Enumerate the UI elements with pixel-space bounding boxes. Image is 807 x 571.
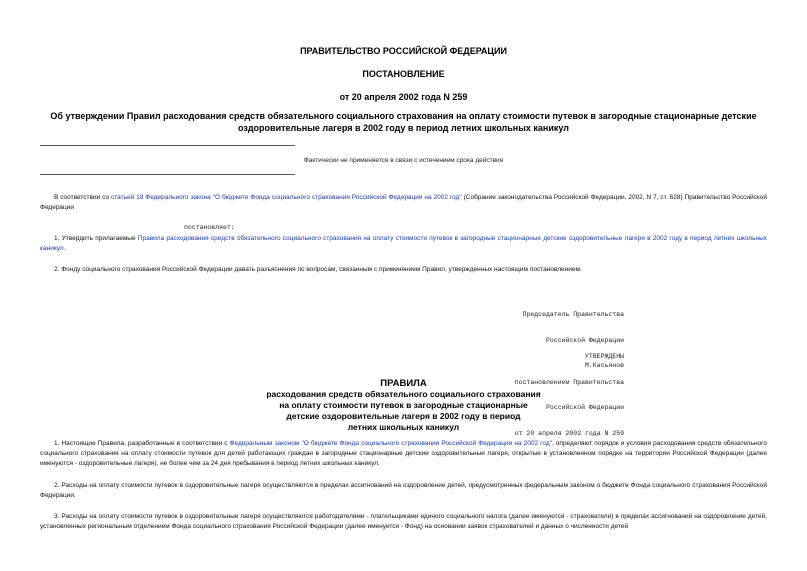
document-date: от 20 апреля 2002 года N 259 <box>339 92 468 102</box>
law-article-link[interactable]: статьей 18 Федерального закона "О бюджете Фонда социального страхования Российской Федерации на 2002 год" <box>111 194 462 201</box>
government-name: ПРАВИТЕЛЬСТВО РОССИЙСКОЙ ФЕДЕРАЦИИ <box>300 46 507 56</box>
rule-1-text-after: , определяют порядок и условия расходования средств обязательного социального страхования на оплату стоимости путевок для детей работающих граждан в загородные стационарные детские оздоровительные лагеря, открытые в установленном порядке на территории Российской Федерации (далее именуются - оздоровительные лагеря), не более чем за 24 дня пребывания в период летних школьных каникул. <box>40 440 768 467</box>
preamble-text-before: В соответствии со <box>54 194 111 201</box>
federal-law-link[interactable]: Федеральным законом "О бюджете Фонда социального страхования Российской Федерации на 2002 год" <box>229 440 552 447</box>
preamble-text-after: (Собрание законодательства Российской Федерации, 2002, N 7, ст. 628) Правительство Российской Федерации <box>40 194 767 211</box>
approved-line-1: УТВЕРЖДЕНЫ <box>584 353 624 360</box>
item-2-text: 2. Фонду социального страхования Российской Федерации давать разъяснения по вопросам, связанным с применением Правил, утвержденных настоящим постановлением. <box>54 266 582 273</box>
title-line-2: оздоровительные лагеря в 2002 году в период летних школьных каникул <box>237 123 569 133</box>
rules-link[interactable]: Правила расходования средств обязательного социального страхования на оплату стоимости путевок в загородные стационарные детские оздоровительные лагеря в 2002 году в период летних школьных каникул <box>40 235 767 252</box>
rules-heading-line-2: расходования средств обязательного социального страхования <box>266 389 541 399</box>
approved-line-4: от 20 апреля 2002 года N 259 <box>514 429 624 437</box>
rule-1-paragraph <box>40 439 767 469</box>
rule-2-text: 2. Расходы на оплату стоимости путевок в оздоровительные лагеря осуществляются в пределах ассигнований на оздоровление детей, предусмотренных федеральным законом о бюджете Фонда социального страхования Российской Федерации. <box>40 482 767 499</box>
rules-heading <box>0 378 807 433</box>
approved-line-3: Российской Федерации <box>545 404 624 411</box>
rule-1-text-before: 1. Настоящие Правила, разработанные в соответствии с <box>54 440 230 447</box>
divider-bottom <box>40 174 295 175</box>
preamble-paragraph <box>40 193 767 213</box>
divider-top <box>40 145 295 146</box>
rule-3-paragraph <box>40 512 767 532</box>
rules-heading-line-3: на оплату стоимости путевок в загородные стационарные <box>279 400 528 410</box>
status-note: Фактически не применяется в связи с истечением срока действия <box>303 157 504 164</box>
rule-3-text: 3. Расходы на оплату стоимости путевок в оздоровительные лагеря осуществляются работодателями - плательщиками единого социального налога (далее именуются - страхователи) в пределах ассигнований на оздоровление детей, установленных региональным отделением Фонда социального страхования Российской Федерации (далее именуется - Фонд) на основании заявок страхователей и данных о численности детей <box>40 513 767 530</box>
approved-line-2: постановлением Правительства <box>514 378 624 386</box>
document-type: ПОСТАНОВЛЕНИЕ <box>362 69 445 79</box>
item-1-text-before: 1. Утвердить прилагаемые <box>54 235 138 242</box>
rules-heading-line-4: детские оздоровительные лагеря в 2002 году в период <box>286 411 521 421</box>
signature-line-3: М.Касьянов <box>584 362 624 369</box>
rules-heading-line-5: летних школьных каникул <box>347 422 460 432</box>
title-line-1: Об утверждении Правил расходования средств обязательного социального страхования на оплату стоимости путевок в загородные стационарные детские <box>50 111 757 121</box>
decree-word: постановляет: <box>184 224 235 231</box>
item-1-text-after: . <box>63 245 66 252</box>
signature-line-1: Председатель Правительства <box>522 311 624 318</box>
signature-line-2: Российской Федерации <box>545 336 624 344</box>
document-title <box>40 110 767 134</box>
rules-heading-line-1: ПРАВИЛА <box>380 378 427 389</box>
item-1-paragraph <box>40 234 767 254</box>
rule-2-paragraph <box>40 481 767 501</box>
item-2-paragraph <box>40 265 767 275</box>
